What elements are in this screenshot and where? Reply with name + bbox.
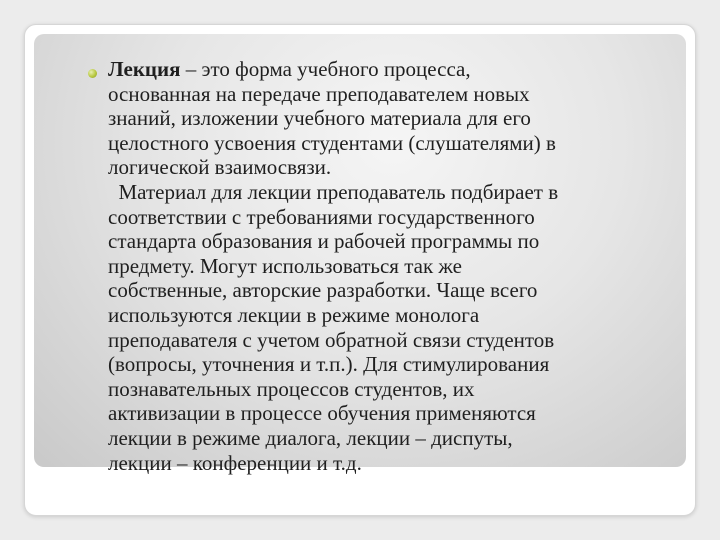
text-line: знаний, изложении учебного материала для его: [108, 106, 531, 131]
text-line: стандарта образования и рабочей программы по: [108, 229, 540, 254]
text-line: преподавателя с учетом обратной связи студентов: [108, 327, 555, 352]
text-line: Материал для лекции преподаватель подбирает в: [108, 179, 559, 204]
text-line: используются лекции в режиме монолога: [108, 302, 480, 327]
text-line: целостного усвоения студентами (слушателями) в: [108, 130, 556, 155]
lead-term: Лекция: [108, 57, 181, 81]
text-line: (вопросы, уточнения и т.п.). Для стимулирования: [108, 352, 550, 377]
text-line: основанная на передаче преподавателем новых: [108, 81, 530, 106]
text-line: соответствии с требованиями государственного: [108, 204, 535, 229]
text-line: – это форма учебного процесса,: [180, 57, 471, 81]
lecture-paragraph: [108, 57, 688, 475]
text-line: познавательных процессов студентов, их: [108, 376, 475, 401]
text-line: лекции в режиме диалога, лекции – диспуты,: [108, 425, 513, 450]
text-line: логической взаимосвязи.: [108, 155, 332, 180]
bullet-dot-icon: [88, 69, 97, 78]
text-line: собственные, авторские разработки. Чаще всего: [108, 278, 538, 303]
text-line: лекции – конференции и т.д.: [108, 450, 362, 475]
text-line: предмету. Могут использоваться так же: [108, 253, 462, 278]
text-line: активизации в процессе обучения применяются: [108, 401, 536, 426]
